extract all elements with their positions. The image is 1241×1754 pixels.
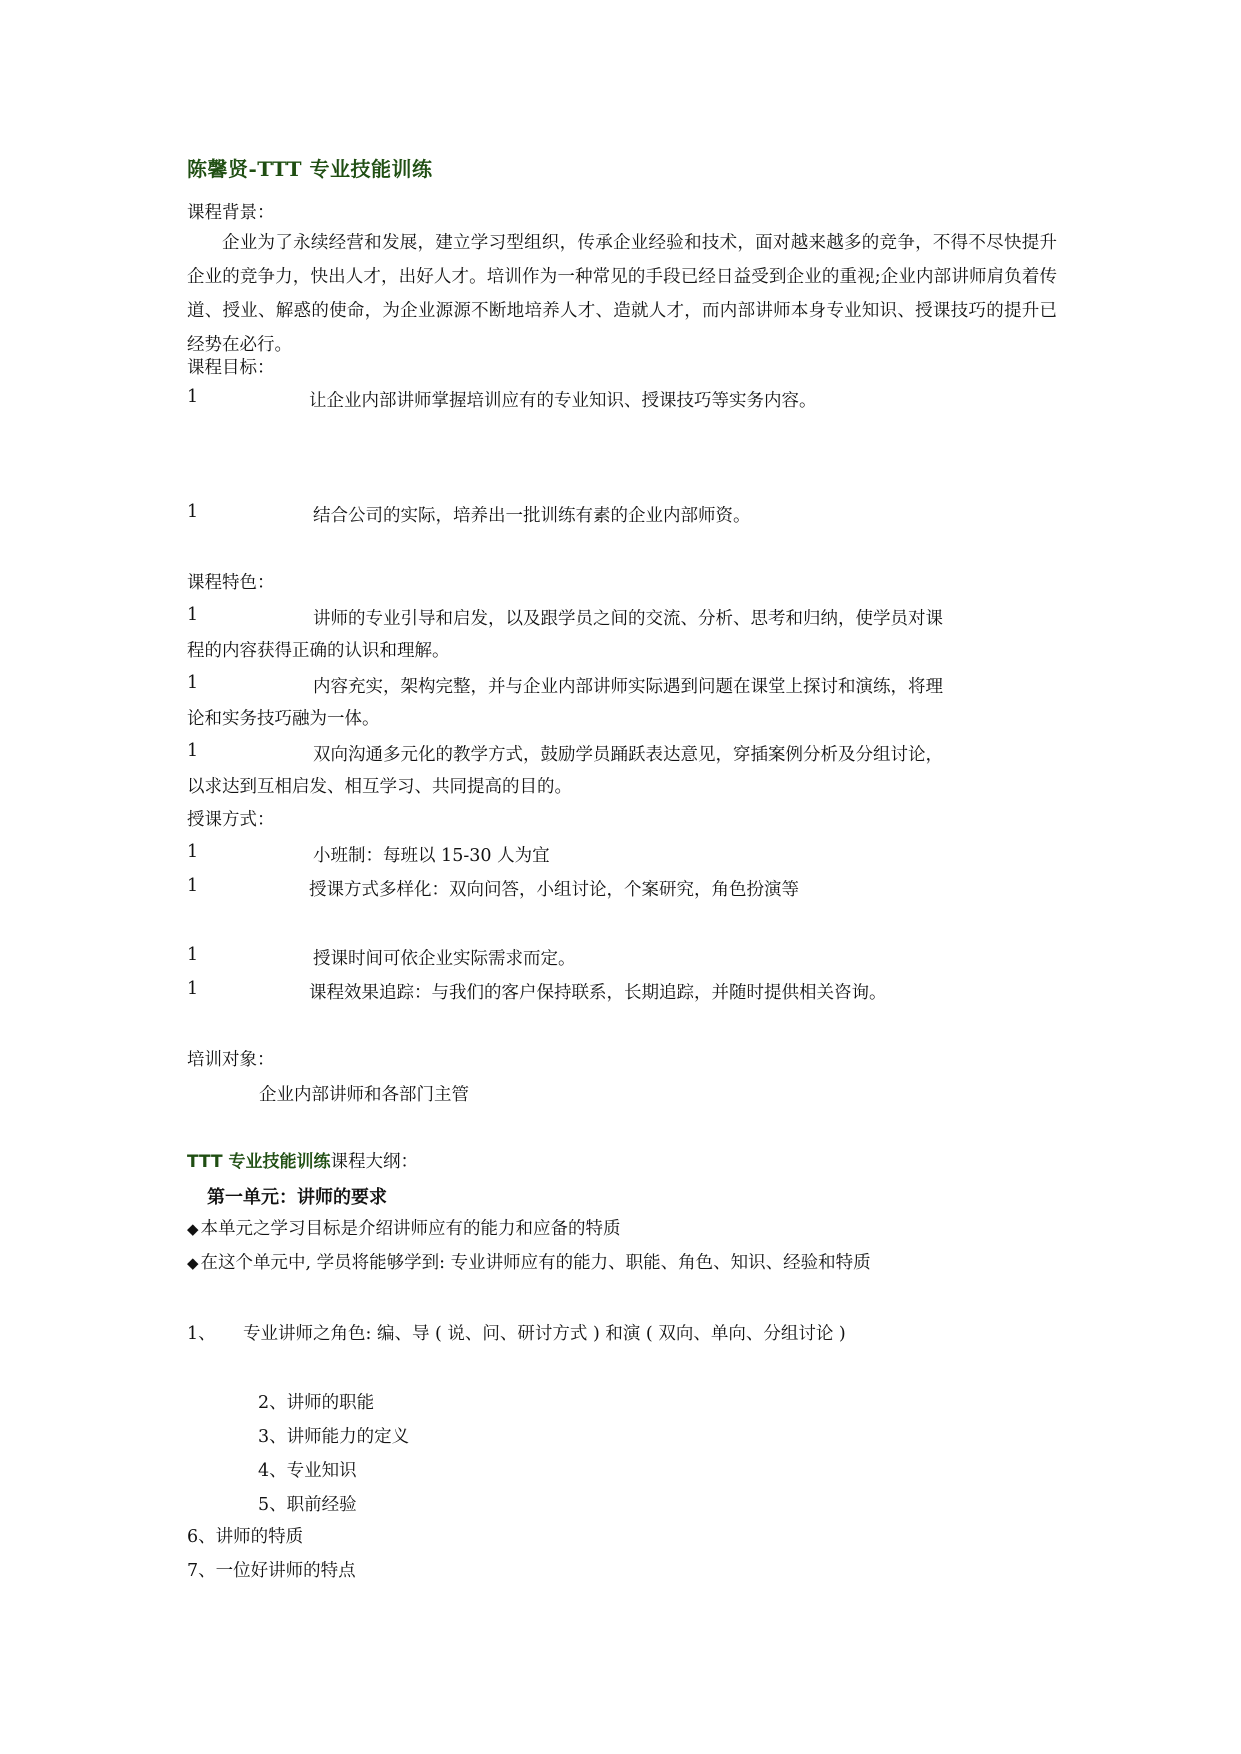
method-3-text: 授课时间可依企业实际需求而定。 — [313, 949, 576, 969]
method-1-text: 小班制：每班以 15-30 人为宜 — [313, 846, 550, 866]
goal-2-number: 1 — [187, 502, 199, 522]
feature-1-line1: 讲师的专业引导和启发，以及跟学员之间的交流、分析、思考和归纳，使学员对课 — [313, 609, 943, 629]
outline-item-1-text: 专业讲师之角色: 编、导 ( 说、问、研讨方式 ) 和演 ( 双向、单向、分组讨论 ) — [243, 1324, 846, 1344]
goals-heading: 课程目标： — [187, 358, 275, 378]
outline-bullet-2-text: 在这个单元中, 学员将能够学到: 专业讲师应有的能力、职能、角色、知识、经验和特质 — [200, 1253, 871, 1273]
goal-1-number: 1 — [187, 387, 199, 407]
outline-item-1-number: 1、 — [187, 1324, 216, 1344]
method-3-number: 1 — [187, 945, 199, 965]
outline-sub-item: 2、讲师的职能 — [258, 1393, 375, 1413]
feature-3-line1: 双向沟通多元化的教学方式，鼓励学员踊跃表达意见，穿插案例分析及分组讨论， — [313, 745, 943, 765]
outline-heading-bold: TTT 专业技能训练 — [187, 1152, 331, 1172]
feature-2-line1: 内容充实，架构完整，并与企业内部讲师实际遇到问题在课堂上探讨和演练，将理 — [313, 677, 943, 697]
method-heading: 授课方式： — [187, 810, 275, 830]
feature-3-number: 1 — [187, 741, 199, 761]
feature-1-line2: 程的内容获得正确的认识和理解。 — [187, 641, 450, 661]
outline-heading-rest: 课程大纲： — [330, 1152, 418, 1172]
feature-3-line2: 以求达到互相启发、相互学习、共同提高的目的。 — [187, 777, 572, 797]
goal-2-text: 结合公司的实际，培养出一批训练有素的企业内部师资。 — [313, 506, 751, 526]
feature-2-number: 1 — [187, 673, 199, 693]
background-heading: 课程背景： — [187, 203, 275, 223]
feature-2-line2: 论和实务技巧融为一体。 — [187, 709, 380, 729]
features-heading: 课程特色： — [187, 573, 275, 593]
audience-text: 企业内部讲师和各部门主管 — [259, 1085, 469, 1105]
outline-sub-item: 3、讲师能力的定义 — [258, 1427, 410, 1447]
outline-item-6: 6、讲师的特质 — [187, 1527, 304, 1547]
unit1-title: 第一单元：讲师的要求 — [207, 1187, 387, 1208]
outline-bullet-1-text: 本单元之学习目标是介绍讲师应有的能力和应备的特质 — [200, 1219, 621, 1239]
outline-bullet-1 — [187, 1217, 621, 1241]
diamond-bullet-icon: ◆ — [187, 1254, 199, 1272]
feature-1-number: 1 — [187, 605, 199, 625]
diamond-bullet-icon: ◆ — [187, 1220, 199, 1238]
method-2-number: 1 — [187, 876, 199, 896]
background-body: 企业为了永续经营和发展，建立学习型组织，传承企业经验和技术，面对越来越多的竞争，不得不尽快提升企业的竞争力，快出人才，出好人才。培训作为一种常见的手段已经日益受到企业的重视;企业内部讲师肩负着传道、授业、解惑的使命，为企业源源不断地培养人才、造就人才，而内部讲师本身专业知识、授课技巧的提升已经势在必行。 — [187, 233, 1057, 355]
audience-heading: 培训对象： — [187, 1050, 275, 1070]
goal-1-text: 让企业内部讲师掌握培训应有的专业知识、授课技巧等实务内容。 — [309, 391, 817, 411]
outline-heading — [187, 1150, 418, 1174]
method-4-number: 1 — [187, 979, 199, 999]
outline-item-7: 7、一位好讲师的特点 — [187, 1561, 356, 1581]
outline-bullet-2 — [187, 1251, 871, 1275]
method-4-text: 课程效果追踪：与我们的客户保持联系，长期追踪，并随时提供相关咨询。 — [309, 983, 887, 1003]
document-title: 陈馨贤-TTT 专业技能训练 — [187, 157, 433, 181]
method-1-number: 1 — [187, 842, 199, 862]
method-2-text: 授课方式多样化：双向问答，小组讨论，个案研究，角色扮演等 — [309, 880, 799, 900]
outline-sub-item: 5、职前经验 — [258, 1495, 357, 1515]
outline-sub-item: 4、专业知识 — [258, 1461, 357, 1481]
